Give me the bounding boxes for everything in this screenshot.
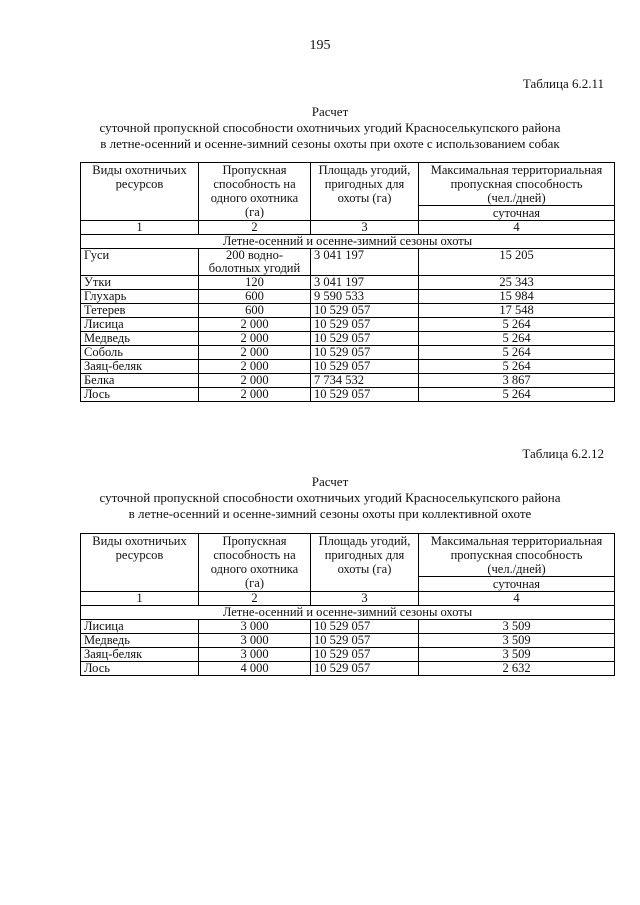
species-cell: Медведь — [81, 332, 199, 346]
max-cell: 3 509 — [419, 620, 615, 634]
max-cell: 3 509 — [419, 634, 615, 648]
species-cell: Глухарь — [81, 290, 199, 304]
max-cell: 5 264 — [419, 388, 615, 402]
header-area: Площадь угодий, пригодных для охоты (га) — [311, 534, 419, 592]
max-cell: 25 343 — [419, 276, 615, 290]
max-cell: 5 264 — [419, 360, 615, 374]
capacity-cell: 3 000 — [199, 620, 311, 634]
max-cell: 17 548 — [419, 304, 615, 318]
max-cell: 5 264 — [419, 332, 615, 346]
area-cell: 9 590 533 — [311, 290, 419, 304]
capacity-cell: 2 000 — [199, 318, 311, 332]
page-number: 195 — [309, 38, 331, 53]
col-number: 3 — [311, 221, 419, 235]
header-max-daily: суточная — [419, 577, 615, 592]
table-row — [81, 662, 615, 676]
col-number: 4 — [419, 221, 615, 235]
table-label: Таблица 6.2.11 — [522, 76, 604, 91]
species-cell: Белка — [81, 374, 199, 388]
table-row — [81, 318, 615, 332]
max-cell: 15 205 — [419, 249, 615, 276]
area-cell: 10 529 057 — [311, 304, 419, 318]
capacity-cell: 600 — [199, 304, 311, 318]
species-cell: Тетерев — [81, 304, 199, 318]
col-number: 2 — [199, 592, 311, 606]
header-species: Виды охотничьих ресурсов — [81, 534, 199, 592]
section-row: Летне-осенний и осенне-зимний сезоны охоты — [81, 235, 615, 249]
table-row — [81, 249, 615, 276]
area-cell: 3 041 197 — [311, 249, 419, 276]
header-species: Виды охотничьих ресурсов — [81, 163, 199, 221]
capacity-cell: 600 — [199, 290, 311, 304]
species-cell: Заяц-беляк — [81, 648, 199, 662]
max-cell: 2 632 — [419, 662, 615, 676]
species-cell: Гуси — [81, 249, 199, 276]
col-number: 4 — [419, 592, 615, 606]
capacity-cell: 2 000 — [199, 346, 311, 360]
table-row — [81, 360, 615, 374]
header-capacity: Пропускная способность на одного охотника (га) — [199, 534, 311, 592]
table-row — [81, 648, 615, 662]
max-cell: 15 984 — [419, 290, 615, 304]
table-row — [81, 374, 615, 388]
area-cell: 10 529 057 — [311, 318, 419, 332]
area-cell: 10 529 057 — [311, 648, 419, 662]
capacity-cell: 2 000 — [199, 360, 311, 374]
table-row — [81, 276, 615, 290]
max-cell: 3 867 — [419, 374, 615, 388]
col-number: 2 — [199, 221, 311, 235]
header-capacity: Пропускная способность на одного охотника (га) — [199, 163, 311, 221]
capacity-cell: 2 000 — [199, 388, 311, 402]
table-row — [81, 634, 615, 648]
capacity-cell: 4 000 — [199, 662, 311, 676]
species-cell: Лось — [81, 662, 199, 676]
table-title: Расчет суточной пропускной способности охотничьих угодий Красноселькупского района в летне-осенний и осенне-зимний сезоны охоты при охоте с использованием собак — [99, 104, 561, 151]
header-max-daily: суточная — [419, 206, 615, 221]
area-cell: 10 529 057 — [311, 662, 419, 676]
col-number: 1 — [81, 592, 199, 606]
table-6-2-11 — [80, 162, 615, 402]
capacity-cell: 2 000 — [199, 374, 311, 388]
species-cell: Лисица — [81, 620, 199, 634]
capacity-cell: 3 000 — [199, 648, 311, 662]
species-cell: Заяц-беляк — [81, 360, 199, 374]
max-cell: 5 264 — [419, 318, 615, 332]
table-row — [81, 388, 615, 402]
area-cell: 7 734 532 — [311, 374, 419, 388]
capacity-cell: 2 000 — [199, 332, 311, 346]
table-label: Таблица 6.2.12 — [522, 446, 604, 461]
table-6-2-12 — [80, 533, 615, 676]
species-cell: Медведь — [81, 634, 199, 648]
species-cell: Соболь — [81, 346, 199, 360]
table-title: Расчет суточной пропускной способности охотничьих угодий Красноселькупского района в летне-осенний и осенне-зимний сезоны охоты при коллективной охоте — [99, 474, 561, 521]
col-number: 3 — [311, 592, 419, 606]
section-row: Летне-осенний и осенне-зимний сезоны охоты — [81, 606, 615, 620]
species-cell: Утки — [81, 276, 199, 290]
max-cell: 5 264 — [419, 346, 615, 360]
area-cell: 10 529 057 — [311, 634, 419, 648]
species-cell: Лисица — [81, 318, 199, 332]
table-row — [81, 346, 615, 360]
col-number: 1 — [81, 221, 199, 235]
area-cell: 10 529 057 — [311, 360, 419, 374]
area-cell: 3 041 197 — [311, 276, 419, 290]
area-cell: 10 529 057 — [311, 620, 419, 634]
capacity-cell: 3 000 — [199, 634, 311, 648]
header-max: Максимальная территориальная пропускная способность (чел./дней) — [419, 534, 615, 577]
area-cell: 10 529 057 — [311, 332, 419, 346]
table-row — [81, 304, 615, 318]
table-row — [81, 332, 615, 346]
area-cell: 10 529 057 — [311, 388, 419, 402]
capacity-cell: 120 — [199, 276, 311, 290]
max-cell: 3 509 — [419, 648, 615, 662]
area-cell: 10 529 057 — [311, 346, 419, 360]
table-row — [81, 620, 615, 634]
header-area: Площадь угодий, пригодных для охоты (га) — [311, 163, 419, 221]
header-max: Максимальная территориальная пропускная способность (чел./дней) — [419, 163, 615, 206]
capacity-cell: 200 водно-болотных угодий — [199, 249, 311, 276]
species-cell: Лось — [81, 388, 199, 402]
table-row — [81, 290, 615, 304]
